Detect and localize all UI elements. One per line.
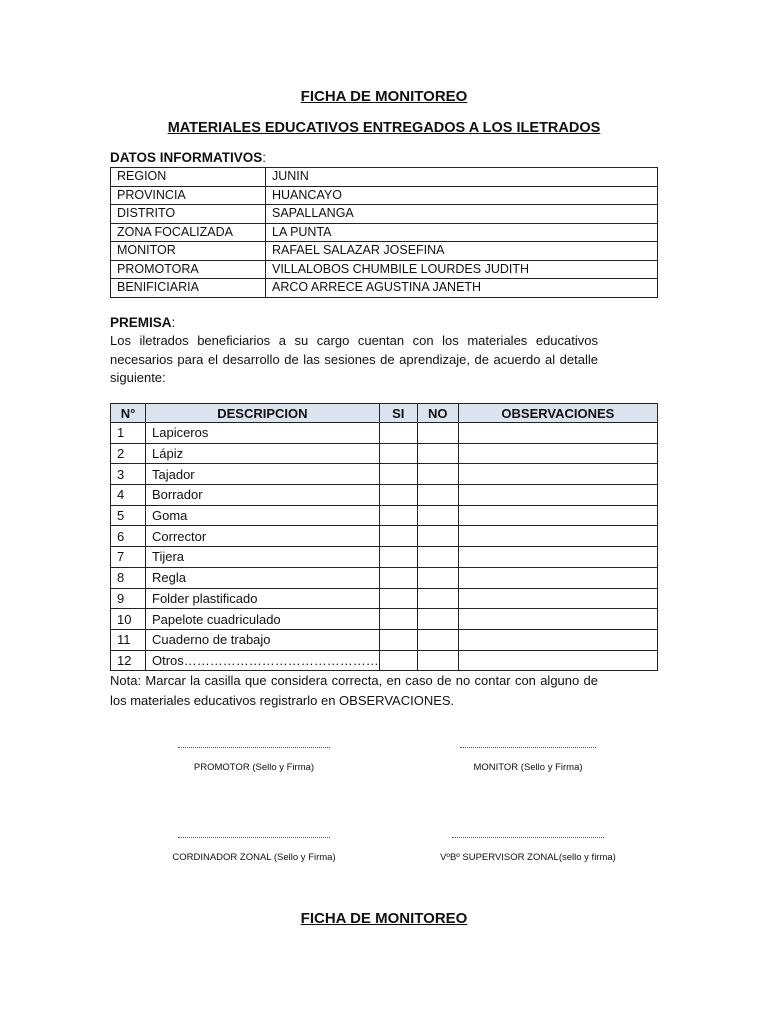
item-description: Folder plastificado xyxy=(146,588,380,609)
table-row xyxy=(111,526,658,547)
si-checkbox-cell[interactable] xyxy=(379,588,417,609)
datos-informativos-label: DATOS INFORMATIVOS xyxy=(110,150,263,165)
item-description: Lápiz xyxy=(146,443,380,464)
premisa-label: PREMISA xyxy=(110,315,172,330)
info-row-zona xyxy=(111,223,658,242)
table-header-row xyxy=(111,404,658,423)
promotor-signature-line xyxy=(178,747,330,748)
observaciones-cell[interactable] xyxy=(458,443,657,464)
info-value: LA PUNTA xyxy=(266,223,658,242)
item-number: 2 xyxy=(111,443,146,464)
item-description: Cuaderno de trabajo xyxy=(146,629,380,650)
info-value: HUANCAYO xyxy=(266,186,658,205)
supervisor-signature-line xyxy=(452,837,604,838)
no-checkbox-cell[interactable] xyxy=(417,485,458,506)
item-description: Papelote cuadriculado xyxy=(146,609,380,630)
observaciones-cell[interactable] xyxy=(458,629,657,650)
table-row xyxy=(111,485,658,506)
si-checkbox-cell[interactable] xyxy=(379,443,417,464)
observaciones-cell[interactable] xyxy=(458,505,657,526)
si-checkbox-cell[interactable] xyxy=(379,567,417,588)
no-checkbox-cell[interactable] xyxy=(417,629,458,650)
table-row xyxy=(111,567,658,588)
no-checkbox-cell[interactable] xyxy=(417,609,458,630)
footer-title: FICHA DE MONITOREO xyxy=(300,910,468,927)
observaciones-cell[interactable] xyxy=(458,547,657,568)
header-number: N° xyxy=(111,404,146,423)
no-checkbox-cell[interactable] xyxy=(417,526,458,547)
no-checkbox-cell[interactable] xyxy=(417,443,458,464)
table-row xyxy=(111,423,658,444)
info-value: JUNIN xyxy=(266,168,658,187)
item-description: Tajador xyxy=(146,464,380,485)
table-row xyxy=(111,609,658,630)
item-number: 7 xyxy=(111,547,146,568)
item-description: Lapiceros xyxy=(146,423,380,444)
info-row-promotora xyxy=(111,260,658,279)
info-key: REGION xyxy=(111,168,266,187)
info-value: SAPALLANGA xyxy=(266,205,658,224)
materials-table xyxy=(110,403,658,671)
table-row xyxy=(111,464,658,485)
si-checkbox-cell[interactable] xyxy=(379,485,417,506)
table-row xyxy=(111,588,658,609)
monitor-signature-line xyxy=(460,747,596,748)
observaciones-cell[interactable] xyxy=(458,609,657,630)
coordinador-signature-label: CORDINADOR ZONAL (Sello y Firma) xyxy=(172,852,336,863)
premisa-colon: : xyxy=(171,315,176,330)
table-row xyxy=(111,505,658,526)
item-number: 8 xyxy=(111,567,146,588)
si-checkbox-cell[interactable] xyxy=(379,609,417,630)
table-row xyxy=(111,443,658,464)
item-number: 3 xyxy=(111,464,146,485)
no-checkbox-cell[interactable] xyxy=(417,588,458,609)
info-key: BENIFICIARIA xyxy=(111,279,266,298)
item-description: Otros……………………………………… xyxy=(146,650,380,671)
item-description: Regla xyxy=(146,567,380,588)
no-checkbox-cell[interactable] xyxy=(417,547,458,568)
item-description: Corrector xyxy=(146,526,380,547)
info-value: RAFAEL SALAZAR JOSEFINA xyxy=(266,242,658,261)
info-row-monitor xyxy=(111,242,658,261)
table-row xyxy=(111,547,658,568)
page-subtitle: MATERIALES EDUCATIVOS ENTREGADOS A LOS ILETRADOS xyxy=(167,120,601,136)
observaciones-cell[interactable] xyxy=(458,526,657,547)
si-checkbox-cell[interactable] xyxy=(379,464,417,485)
info-row-provincia xyxy=(111,186,658,205)
premisa-heading xyxy=(110,315,175,330)
info-value: VILLALOBOS CHUMBILE LOURDES JUDITH xyxy=(266,260,658,279)
coordinador-signature-line xyxy=(178,837,330,838)
item-number: 9 xyxy=(111,588,146,609)
observaciones-cell[interactable] xyxy=(458,650,657,671)
no-checkbox-cell[interactable] xyxy=(417,567,458,588)
observaciones-cell[interactable] xyxy=(458,485,657,506)
no-checkbox-cell[interactable] xyxy=(417,650,458,671)
item-number: 10 xyxy=(111,609,146,630)
info-key: PROMOTORA xyxy=(111,260,266,279)
info-key: MONITOR xyxy=(111,242,266,261)
header-observaciones: OBSERVACIONES xyxy=(458,404,657,423)
item-description: Tijera xyxy=(146,547,380,568)
item-number: 4 xyxy=(111,485,146,506)
si-checkbox-cell[interactable] xyxy=(379,526,417,547)
datos-informativos-table xyxy=(110,167,658,298)
header-si: SI xyxy=(379,404,417,423)
observaciones-cell[interactable] xyxy=(458,464,657,485)
info-key: DISTRITO xyxy=(111,205,266,224)
info-key: PROVINCIA xyxy=(111,186,266,205)
si-checkbox-cell[interactable] xyxy=(379,650,417,671)
item-description: Goma xyxy=(146,505,380,526)
datos-informativos-colon: : xyxy=(262,150,267,165)
item-number: 5 xyxy=(111,505,146,526)
info-row-region xyxy=(111,168,658,187)
item-description: Borrador xyxy=(146,485,380,506)
si-checkbox-cell[interactable] xyxy=(379,629,417,650)
datos-informativos-heading xyxy=(110,150,266,165)
no-checkbox-cell[interactable] xyxy=(417,505,458,526)
promotor-signature-label: PROMOTOR (Sello y Firma) xyxy=(193,762,315,773)
si-checkbox-cell[interactable] xyxy=(379,423,417,444)
no-checkbox-cell[interactable] xyxy=(417,464,458,485)
info-row-beneficiaria xyxy=(111,279,658,298)
monitor-signature-label: MONITOR (Sello y Firma) xyxy=(473,762,583,773)
premisa-paragraph: Los iletrados beneficiarios a su cargo cuentan con los materiales educativos necesarios para el desarrollo de las sesiones de aprendizaje, de acuerdo al detalle siguiente: xyxy=(110,333,598,385)
info-row-distrito xyxy=(111,205,658,224)
info-value: ARCO ARRECE AGUSTINA JANETH xyxy=(266,279,658,298)
si-checkbox-cell[interactable] xyxy=(379,547,417,568)
observaciones-cell[interactable] xyxy=(458,423,657,444)
observaciones-cell[interactable] xyxy=(458,588,657,609)
si-checkbox-cell[interactable] xyxy=(379,505,417,526)
item-number: 11 xyxy=(111,629,146,650)
no-checkbox-cell[interactable] xyxy=(417,423,458,444)
nota-paragraph: Nota: Marcar la casilla que considera correcta, en caso de no contar con alguno de los materiales educativos registrarlo en OBSERVACIONES. xyxy=(110,673,598,708)
page-title: FICHA DE MONITOREO xyxy=(300,88,468,105)
observaciones-cell[interactable] xyxy=(458,567,657,588)
item-number: 1 xyxy=(111,423,146,444)
item-number: 12 xyxy=(111,650,146,671)
header-no: NO xyxy=(417,404,458,423)
table-row xyxy=(111,629,658,650)
supervisor-signature-label: VºBº SUPERVISOR ZONAL(sello y firma) xyxy=(440,852,616,863)
info-key: ZONA FOCALIZADA xyxy=(111,223,266,242)
header-descripcion: DESCRIPCION xyxy=(146,404,380,423)
table-row xyxy=(111,650,658,671)
item-number: 6 xyxy=(111,526,146,547)
